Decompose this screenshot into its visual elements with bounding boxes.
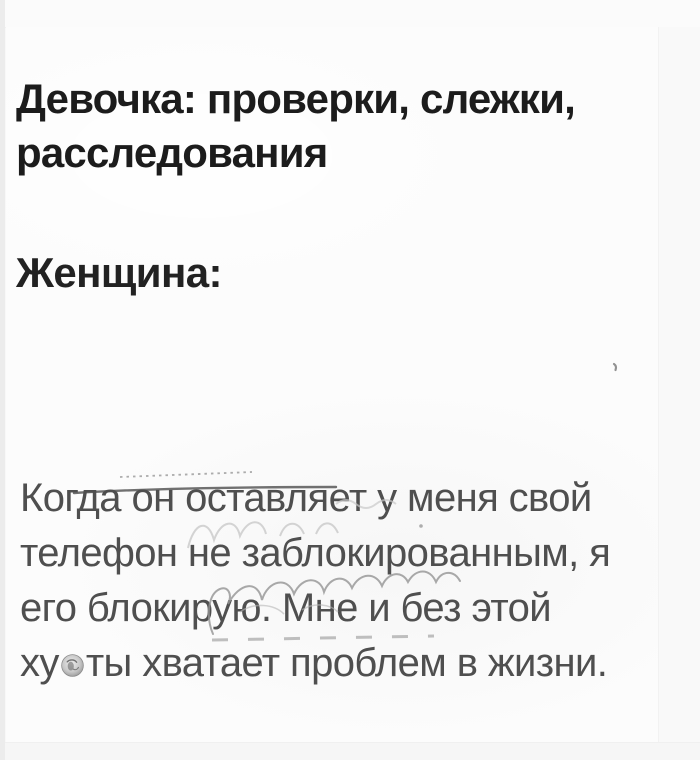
quote-line-3: его блокирую. Мне и без этой	[20, 586, 552, 630]
quote-line-4	[20, 636, 680, 691]
girl-heading	[16, 72, 684, 180]
quote-line4-suffix: ты хватает проблем в жизни.	[85, 641, 608, 685]
censor-emoji-icon	[60, 653, 85, 678]
woman-quote	[20, 471, 680, 691]
quote-line-2: телефон не заблокированным, я	[20, 531, 611, 575]
quote-line-1: Когда он оставляет у меня свой	[20, 476, 592, 520]
background-left-edge	[0, 0, 5, 760]
girl-heading-line1: Девочка: проверки, слежки,	[16, 75, 575, 122]
background-top-strip	[0, 0, 700, 28]
background-bottom-strip	[0, 742, 700, 760]
quote-line4-prefix: ху	[20, 641, 59, 685]
woman-label: Женщина:	[16, 249, 222, 296]
girl-heading-line2: расследования	[16, 129, 328, 176]
